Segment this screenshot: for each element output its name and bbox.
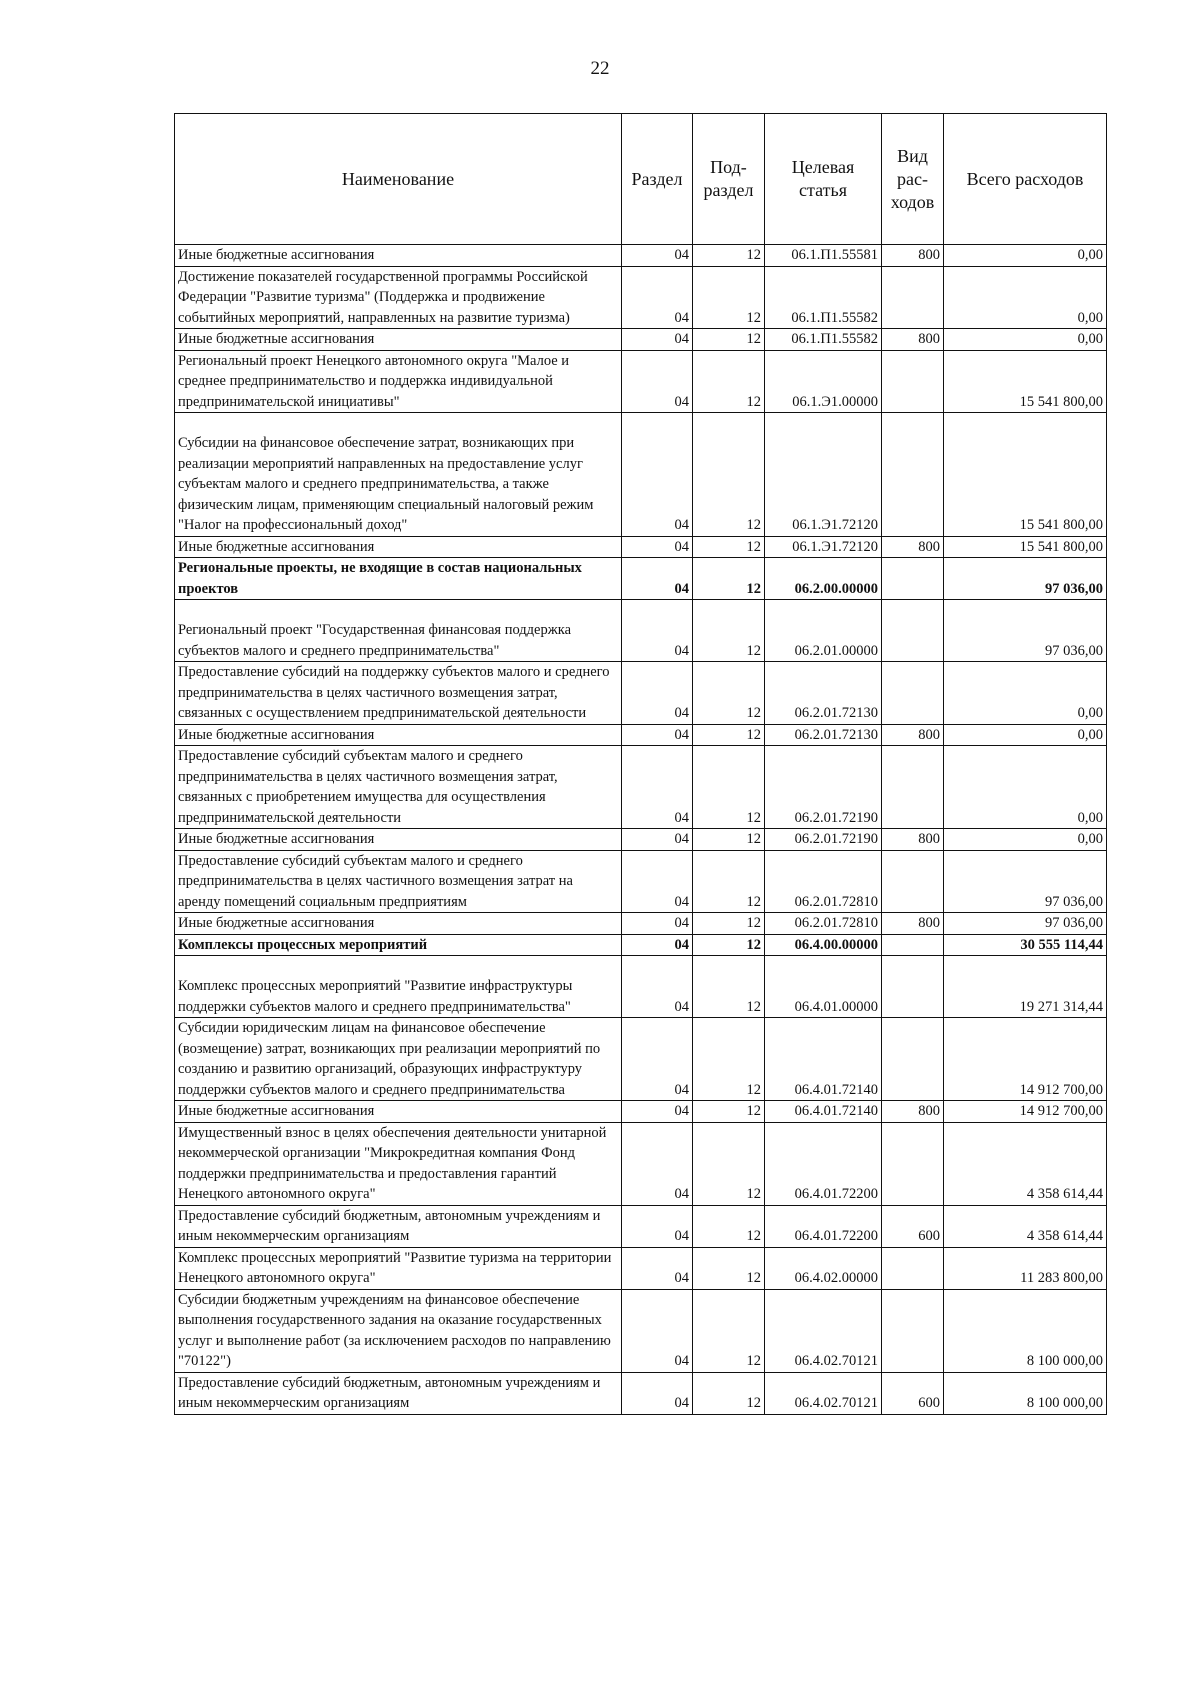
- table-row: [175, 413, 1107, 537]
- cell-section: 04: [622, 956, 693, 1018]
- cell-subsection: 12: [693, 329, 765, 351]
- cell-total: 30 555 114,44: [944, 934, 1107, 956]
- cell-expense-type: 800: [882, 724, 944, 746]
- cell-section: 04: [622, 724, 693, 746]
- cell-section: 04: [622, 913, 693, 935]
- header-expense-type: Вид рас- ходов: [882, 114, 944, 245]
- cell-target: 06.1.П1.55581: [765, 245, 882, 267]
- cell-subsection: 12: [693, 245, 765, 267]
- cell-name: Субсидии на финансовое обеспечение затрат, возникающих при реализации мероприятий направленных на предоставление услуг субъектам малого и среднего предпринимательства, а также физическим лицам, применяющим специальный налоговый режим "Налог на профессиональный доход": [175, 413, 622, 537]
- cell-section: 04: [622, 746, 693, 829]
- cell-subsection: 12: [693, 1205, 765, 1247]
- cell-total: 0,00: [944, 746, 1107, 829]
- cell-section: 04: [622, 1289, 693, 1372]
- cell-name: Предоставление субсидий на поддержку субъектов малого и среднего предпринимательства в целях частичного возмещения затрат, связанных с осуществлением предпринимательской деятельности: [175, 662, 622, 725]
- cell-name: Имущественный взнос в целях обеспечения деятельности унитарной некоммерческой организации "Микрокредитная компания Фонд поддержки предпринимательства и предоставления гарантий Ненецкого автономного округа": [175, 1122, 622, 1205]
- cell-subsection: 12: [693, 956, 765, 1018]
- cell-subsection: 12: [693, 350, 765, 413]
- header-section: Раздел: [622, 114, 693, 245]
- cell-total: 0,00: [944, 829, 1107, 851]
- cell-expense-type: [882, 1122, 944, 1205]
- table-row: [175, 662, 1107, 725]
- cell-expense-type: [882, 746, 944, 829]
- cell-target: 06.4.01.72140: [765, 1018, 882, 1101]
- cell-expense-type: [882, 1018, 944, 1101]
- cell-subsection: 12: [693, 1101, 765, 1123]
- cell-expense-type: [882, 600, 944, 662]
- cell-expense-type: [882, 350, 944, 413]
- cell-total: 0,00: [944, 245, 1107, 267]
- cell-target: 06.2.01.72810: [765, 850, 882, 913]
- cell-section: 04: [622, 600, 693, 662]
- cell-target: 06.1.П1.55582: [765, 266, 882, 329]
- cell-expense-type: 800: [882, 536, 944, 558]
- cell-name: Предоставление субсидий бюджетным, автономным учреждениям и иным некоммерческим организациям: [175, 1205, 622, 1247]
- cell-total: 97 036,00: [944, 558, 1107, 600]
- cell-total: 97 036,00: [944, 850, 1107, 913]
- cell-target: 06.4.01.72200: [765, 1122, 882, 1205]
- cell-total: 15 541 800,00: [944, 350, 1107, 413]
- cell-target: 06.4.02.70121: [765, 1372, 882, 1414]
- cell-subsection: 12: [693, 1247, 765, 1289]
- table-row: [175, 956, 1107, 1018]
- cell-target: 06.1.Э1.00000: [765, 350, 882, 413]
- cell-subsection: 12: [693, 662, 765, 725]
- cell-expense-type: 800: [882, 913, 944, 935]
- table-row: [175, 266, 1107, 329]
- cell-target: 06.4.02.70121: [765, 1289, 882, 1372]
- cell-subsection: 12: [693, 1122, 765, 1205]
- cell-expense-type: 600: [882, 1205, 944, 1247]
- table-row: [175, 913, 1107, 935]
- cell-section: 04: [622, 1122, 693, 1205]
- cell-section: 04: [622, 329, 693, 351]
- table-row: [175, 1122, 1107, 1205]
- cell-section: 04: [622, 245, 693, 267]
- table-row: [175, 1101, 1107, 1123]
- cell-subsection: 12: [693, 600, 765, 662]
- budget-table: [174, 113, 1107, 1415]
- cell-expense-type: [882, 558, 944, 600]
- cell-name: Иные бюджетные ассигнования: [175, 829, 622, 851]
- cell-total: 0,00: [944, 266, 1107, 329]
- cell-name: Достижение показателей государственной программы Российской Федерации "Развитие туризма" (Поддержка и продвижение событийных мероприятий, направленных на развитие туризма): [175, 266, 622, 329]
- cell-section: 04: [622, 1247, 693, 1289]
- table-row: [175, 600, 1107, 662]
- cell-target: 06.2.01.72130: [765, 724, 882, 746]
- table-row: [175, 746, 1107, 829]
- cell-expense-type: 800: [882, 1101, 944, 1123]
- cell-name: Региональные проекты, не входящие в состав национальных проектов: [175, 558, 622, 600]
- cell-name: Комплекс процессных мероприятий "Развитие туризма на территории Ненецкого автономного округа": [175, 1247, 622, 1289]
- cell-total: 19 271 314,44: [944, 956, 1107, 1018]
- cell-section: 04: [622, 1372, 693, 1414]
- cell-subsection: 12: [693, 850, 765, 913]
- table-row: [175, 829, 1107, 851]
- cell-target: 06.1.П1.55582: [765, 329, 882, 351]
- cell-section: 04: [622, 829, 693, 851]
- table-row: [175, 329, 1107, 351]
- cell-name: Иные бюджетные ассигнования: [175, 913, 622, 935]
- cell-section: 04: [622, 934, 693, 956]
- cell-target: 06.2.01.72130: [765, 662, 882, 725]
- cell-name: Предоставление субсидий бюджетным, автономным учреждениям и иным некоммерческим организациям: [175, 1372, 622, 1414]
- cell-name: Иные бюджетные ассигнования: [175, 724, 622, 746]
- cell-target: 06.2.01.72190: [765, 746, 882, 829]
- cell-expense-type: 800: [882, 329, 944, 351]
- cell-name: Комплекс процессных мероприятий "Развитие инфраструктуры поддержки субъектов малого и среднего предпринимательства": [175, 956, 622, 1018]
- cell-name: Комплексы процессных мероприятий: [175, 934, 622, 956]
- cell-target: 06.2.00.00000: [765, 558, 882, 600]
- cell-total: 97 036,00: [944, 913, 1107, 935]
- header-total: Всего расходов: [944, 114, 1107, 245]
- cell-total: 14 912 700,00: [944, 1018, 1107, 1101]
- cell-subsection: 12: [693, 913, 765, 935]
- cell-name: Иные бюджетные ассигнования: [175, 245, 622, 267]
- cell-target: 06.4.01.72140: [765, 1101, 882, 1123]
- cell-total: 15 541 800,00: [944, 536, 1107, 558]
- cell-total: 8 100 000,00: [944, 1372, 1107, 1414]
- cell-section: 04: [622, 662, 693, 725]
- cell-section: 04: [622, 1101, 693, 1123]
- cell-name: Иные бюджетные ассигнования: [175, 1101, 622, 1123]
- cell-total: 0,00: [944, 724, 1107, 746]
- page-number: 22: [590, 58, 610, 79]
- cell-section: 04: [622, 558, 693, 600]
- cell-subsection: 12: [693, 746, 765, 829]
- cell-expense-type: [882, 662, 944, 725]
- cell-expense-type: [882, 266, 944, 329]
- table-body: [175, 245, 1107, 1415]
- cell-target: 06.2.01.00000: [765, 600, 882, 662]
- cell-subsection: 12: [693, 829, 765, 851]
- cell-total: 4 358 614,44: [944, 1122, 1107, 1205]
- cell-expense-type: [882, 1247, 944, 1289]
- table-row: [175, 1018, 1107, 1101]
- cell-subsection: 12: [693, 413, 765, 537]
- cell-total: 97 036,00: [944, 600, 1107, 662]
- cell-subsection: 12: [693, 558, 765, 600]
- cell-subsection: 12: [693, 1289, 765, 1372]
- cell-subsection: 12: [693, 934, 765, 956]
- header-subsection: Под- раздел: [693, 114, 765, 245]
- table-header-row: [175, 114, 1107, 245]
- cell-total: 8 100 000,00: [944, 1289, 1107, 1372]
- cell-name: Предоставление субсидий субъектам малого и среднего предпринимательства в целях частичного возмещения затрат, связанных с приобретением имущества для осуществления предпринимательской деятельности: [175, 746, 622, 829]
- cell-name: Предоставление субсидий субъектам малого и среднего предпринимательства в целях частичного возмещения затрат на аренду помещений социальным предприятиям: [175, 850, 622, 913]
- header-target: Целевая статья: [765, 114, 882, 245]
- cell-expense-type: [882, 1289, 944, 1372]
- cell-total: 0,00: [944, 329, 1107, 351]
- cell-target: 06.4.00.00000: [765, 934, 882, 956]
- cell-total: 4 358 614,44: [944, 1205, 1107, 1247]
- cell-total: 0,00: [944, 662, 1107, 725]
- cell-expense-type: [882, 934, 944, 956]
- table-row: [175, 350, 1107, 413]
- cell-subsection: 12: [693, 536, 765, 558]
- cell-name: Субсидии юридическим лицам на финансовое обеспечение (возмещение) затрат, возникающих при реализации мероприятий по созданию и развитию организаций, образующих инфраструктуру поддержки субъектов малого и среднего предпринимательства: [175, 1018, 622, 1101]
- cell-subsection: 12: [693, 724, 765, 746]
- cell-section: 04: [622, 413, 693, 537]
- table-row: [175, 245, 1107, 267]
- cell-expense-type: [882, 413, 944, 537]
- cell-subsection: 12: [693, 1372, 765, 1414]
- cell-target: 06.4.02.00000: [765, 1247, 882, 1289]
- table-row: [175, 1247, 1107, 1289]
- cell-target: 06.2.01.72190: [765, 829, 882, 851]
- cell-target: 06.1.Э1.72120: [765, 413, 882, 537]
- cell-expense-type: 600: [882, 1372, 944, 1414]
- table-row: [175, 1372, 1107, 1414]
- table-row: [175, 850, 1107, 913]
- cell-target: 06.1.Э1.72120: [765, 536, 882, 558]
- cell-section: 04: [622, 1018, 693, 1101]
- cell-subsection: 12: [693, 266, 765, 329]
- cell-expense-type: [882, 956, 944, 1018]
- table-row: [175, 724, 1107, 746]
- table-row: [175, 934, 1107, 956]
- cell-section: 04: [622, 266, 693, 329]
- cell-section: 04: [622, 350, 693, 413]
- cell-name: Субсидии бюджетным учреждениям на финансовое обеспечение выполнения государственного задания на оказание государственных услуг и выполнение работ (за исключением расходов по направлению "70122"): [175, 1289, 622, 1372]
- header-name: Наименование: [175, 114, 622, 245]
- cell-target: 06.4.01.00000: [765, 956, 882, 1018]
- table-row: [175, 558, 1107, 600]
- table-row: [175, 1205, 1107, 1247]
- cell-subsection: 12: [693, 1018, 765, 1101]
- cell-name: Иные бюджетные ассигнования: [175, 536, 622, 558]
- table-row: [175, 1289, 1107, 1372]
- cell-target: 06.2.01.72810: [765, 913, 882, 935]
- cell-name: Иные бюджетные ассигнования: [175, 329, 622, 351]
- cell-total: 15 541 800,00: [944, 413, 1107, 537]
- cell-name: Региональный проект "Государственная финансовая поддержка субъектов малого и среднего предпринимательства": [175, 600, 622, 662]
- table-row: [175, 536, 1107, 558]
- cell-target: 06.4.01.72200: [765, 1205, 882, 1247]
- cell-name: Региональный проект Ненецкого автономного округа "Малое и среднее предпринимательство и поддержка индивидуальной предпринимательской инициативы": [175, 350, 622, 413]
- cell-total: 11 283 800,00: [944, 1247, 1107, 1289]
- cell-total: 14 912 700,00: [944, 1101, 1107, 1123]
- cell-section: 04: [622, 536, 693, 558]
- cell-expense-type: [882, 850, 944, 913]
- cell-expense-type: 800: [882, 829, 944, 851]
- cell-section: 04: [622, 850, 693, 913]
- cell-expense-type: 800: [882, 245, 944, 267]
- cell-section: 04: [622, 1205, 693, 1247]
